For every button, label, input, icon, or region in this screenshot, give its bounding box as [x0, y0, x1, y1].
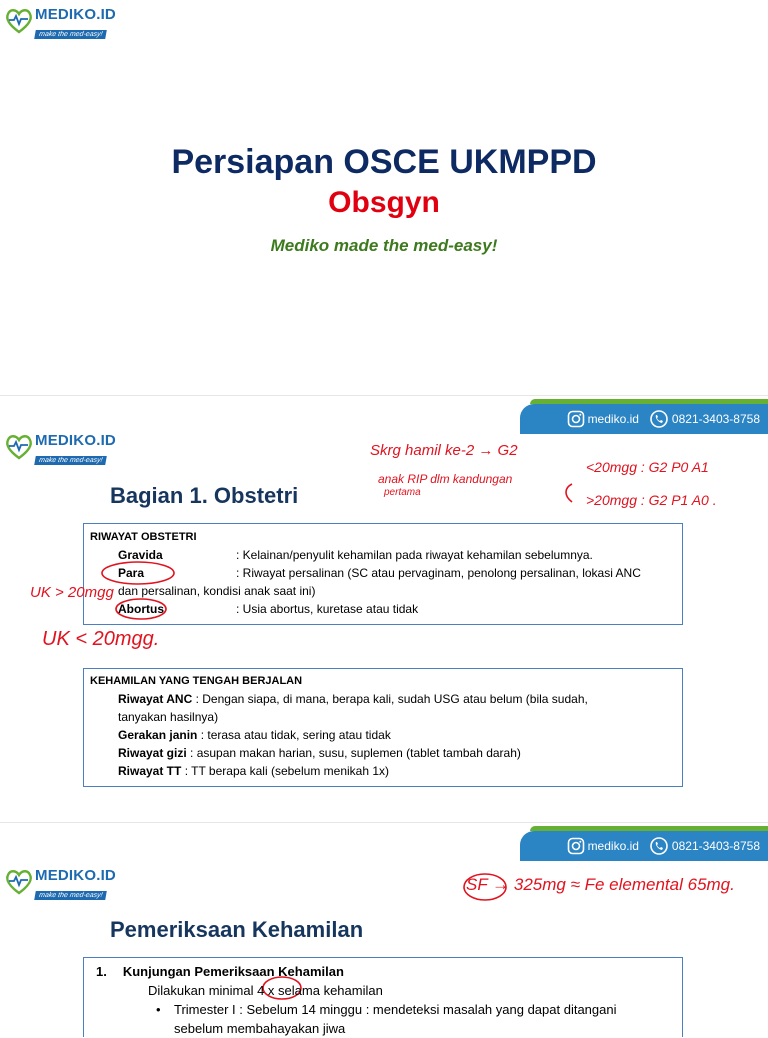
box-title: KEHAMILAN YANG TENGAH BERJALAN — [90, 675, 303, 687]
bullet-item: • Trimester I : Sebelum 14 minggu : mendeteksi masalah yang dapat ditangani — [156, 1002, 617, 1017]
history-row-abortus: Abortus : Usia abortus, kuretase atau tidak — [118, 602, 419, 616]
handwritten-note-uk-para: UK > 20mgg — [30, 584, 114, 601]
logo-tagline: make the med-easy! — [34, 891, 107, 900]
section-heading: Bagian 1. Obstetri — [110, 483, 299, 508]
obstetri-slide — [0, 395, 768, 823]
stethoscope-heart-icon — [4, 432, 34, 460]
instagram-handle: mediko.id — [587, 412, 639, 426]
instagram-icon — [567, 410, 585, 428]
box-title: RIWAYAT OBSTETRI — [90, 531, 197, 543]
phone-number: 0821-3403-8758 — [671, 839, 760, 853]
instagram-contact — [567, 837, 639, 855]
contact-bar — [520, 404, 768, 434]
mediko-logo — [4, 867, 116, 902]
instagram-contact — [567, 410, 639, 428]
pregnancy-row-fetal-movement: Gerakan janin : terasa atau tidak, sering atau tidak — [118, 728, 391, 742]
history-row-para-cont: dan persalinan, kondisi anak saat ini) — [118, 584, 316, 598]
handwritten-note-branch1: <20mgg : G2 P0 A1 — [586, 459, 709, 475]
mediko-logo — [4, 6, 116, 41]
logo-name: MEDIKO.ID — [35, 432, 116, 449]
contact-bar — [520, 831, 768, 861]
pregnancy-row-anc: Riwayat ANC : Dengan siapa, di mana, berapa kali, sudah USG atau belum (bila sudah, — [118, 692, 588, 706]
bullet-continuation: sebelum membahayakan jiwa — [174, 1021, 346, 1036]
handwritten-note-sf: SF → 325mg ≈ Fe elemental 65mg. — [466, 875, 735, 894]
logo-name: MEDIKO.ID — [35, 867, 116, 884]
stethoscope-heart-icon — [4, 6, 34, 34]
handwritten-note-gravida: Skrg hamil ke-2 → G2 — [370, 442, 518, 459]
pregnancy-row-nutrition: Riwayat gizi : asupan makan harian, susu, suplemen (tablet tambah darah) — [118, 746, 521, 760]
logo-name: MEDIKO.ID — [35, 6, 116, 23]
phone-number: 0821-3403-8758 — [671, 412, 760, 426]
mediko-logo — [4, 432, 116, 467]
instagram-icon — [567, 837, 585, 855]
page-subtitle: Obsgyn — [328, 186, 440, 219]
history-row-para: Para : Riwayat persalinan (SC atau pervaginam, penolong persalinan, lokasi ANC — [118, 566, 641, 580]
pregnancy-row-tt: Riwayat TT : TT berapa kali (sebelum menikah 1x) — [118, 764, 390, 778]
history-row-gravida: Gravida : Kelainan/penyulit kehamilan pada riwayat kehamilan sebelumnya. — [118, 548, 593, 562]
page-title: Persiapan OSCE UKMPPD — [171, 143, 597, 181]
section-heading: Pemeriksaan Kehamilan — [110, 917, 364, 942]
phone-contact — [649, 409, 760, 429]
obstetric-history-box — [83, 523, 683, 625]
instagram-handle: mediko.id — [587, 839, 639, 853]
whatsapp-icon — [649, 409, 669, 429]
pregnancy-row-anc-cont: tanyakan hasilnya) — [118, 710, 219, 724]
handwritten-note-uk-abortus: UK < 20mgg. — [42, 628, 160, 650]
logo-tagline: make the med-easy! — [34, 30, 107, 39]
bullet-dot: • — [156, 1002, 161, 1017]
numbered-item: 1. Kunjungan Pemeriksaan Kehamilan — [96, 964, 344, 979]
stethoscope-heart-icon — [4, 867, 34, 895]
current-pregnancy-box — [83, 668, 683, 787]
pemeriksaan-slide — [0, 822, 768, 1036]
title-slide — [0, 0, 768, 395]
tagline: Mediko made the med-easy! — [270, 236, 498, 255]
handwritten-note-branch2: >20mgg : G2 P1 A0 . — [586, 492, 717, 508]
whatsapp-icon — [649, 836, 669, 856]
antenatal-visit-box — [83, 957, 683, 1037]
handwritten-note-anak: anak RIP dlm kandungan — [378, 472, 513, 486]
handwritten-note-pertama: pertama — [384, 487, 421, 498]
logo-tagline: make the med-easy! — [34, 456, 107, 465]
visit-frequency: Dilakukan minimal 4 x selama kehamilan — [148, 983, 383, 998]
phone-contact — [649, 836, 760, 856]
